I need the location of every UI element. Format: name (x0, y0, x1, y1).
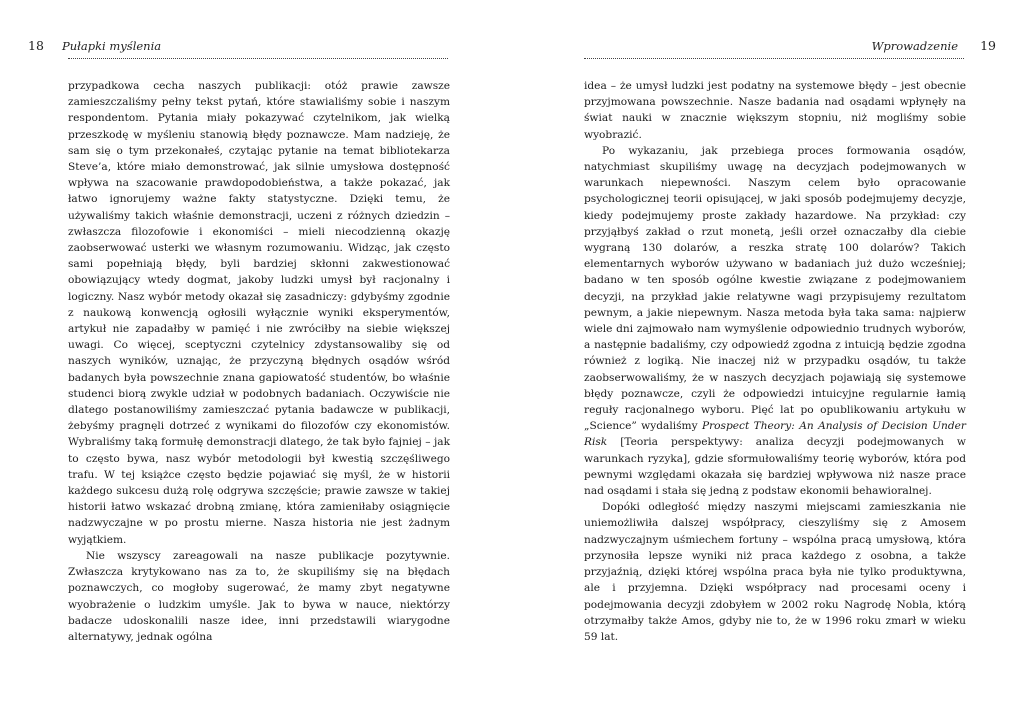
right-page-number: 19 (980, 38, 996, 53)
left-body-text (68, 78, 450, 645)
paragraph (584, 499, 966, 645)
text-run: Nie wszyscy zareagowali na nasze publikacje pozytywnie. Zwłaszcza krytykowano nas za to, że skupiliśmy się na błędach poznawczych, co mogłoby sugerować, że mamy zbyt negatywne wyobrażenie o ludzkim umyśle. Jak to bywa w nauce, niektórzy badacze udoskonalili nasze idee, inni przedstawili wiarygodne alternatywy, jednak ogólna (68, 549, 450, 643)
paragraph (68, 548, 450, 645)
right-running-title: Wprowadzenie (871, 39, 958, 53)
text-run: Po wykazaniu, jak przebiega proces formowania osądów, natychmiast skupiliśmy uwagę na decyzjach podejmowanych w warunkach niepewności. Naszym celem było opracowanie psychologicznej teorii opisującej, w jaki sposób podejmujemy decyzje, kiedy podejmujemy proste zakłady hazardowe. Na przykład: czy przyjąłbyś zakład o rzut monetą, jeśli orzeł oznaczałby dla ciebie wygraną 130 dolarów, a reszka stratę 100 dolarów? Takich elementarnych wyborów używano w badaniach już dużo wcześniej; badano w ten sposób ogólne kwestie związane z podejmowaniem decyzji, na przykład jakie relatywne wagi przypisujemy rezultatom pewnym, a jakie niepewnym. Nasza metoda była taka sama: najpierw wiele dni zajmowało nam wymyślenie odpowiednio trudnych wyborów, a następnie badaliśmy, czy odpowiedź zgodna z intuicją będzie zgodna również z logiką. Nie inaczej niż w przypadku osądów, tu także zaobserwowaliśmy, że w naszych decyzjach pojawiają się systemowe błędy poznawcze, czyli że odpowiedzi intuicyjne regularnie łamią reguły racjonalnego wyboru. Pięć lat po opublikowaniu artykułu w „Science” wydaliśmy (584, 144, 966, 433)
left-running-title: Pułapki myślenia (62, 39, 162, 53)
paragraph (584, 78, 966, 143)
text-run: Dopóki odległość między naszymi miejscami zamieszkania nie uniemożliwiła dalszej współpracy, cieszyliśmy się z Amosem nadzwyczajnym uśmiechem fortuny – wspólna pracą umysłową, która przynosiła lepsze wyniki niż praca każdego z osobna, a także przyjaźnią, dzięki której wspólna praca była nie tylko produktywna, ale i przyjemna. Dzięki współpracy nad procesami oceny i podejmowania decyzji zdobyłem w 2002 roku Nagrodę Nobla, którą otrzymałby także Amos, gdyby nie to, że w 1996 roku zmarł w wieku 59 lat. (584, 501, 966, 643)
text-run: przypadkowa cecha naszych publikacji: otóż prawie zawsze zamieszczaliśmy pełny tekst pytań, które stawialiśmy sobie i naszym respondentom. Pytania miały pokazywać czytelnikom, jak wielką przeszkodę w myśleniu stanowią błędy poznawcze. Mam nadzieję, że sam się o tym przekonałeś, czytając pytanie na temat bibliotekarza Steve’a, które miało demonstrować, jak silnie umysłowa dostępność wpływa na szacowanie prawdopodobieństwa, a także pokazać, jak łatwo ignorujemy ważne fakty statystyczne. Dzięki temu, że używaliśmy takich właśnie demonstracji, uczeni z różnych dziedzin – zwłaszcza filozofowie i ekonomiści – mieli niecodzienną okazję zaobserwować usterki we własnym rozumowaniu. Widząc, jak często sami popełniają błędy, byli bardziej skłonni zakwestionować obowiązujący wtedy dogmat, jakoby ludzki umysł był racjonalny i logiczny. Nasz wybór metody okazał się zasadniczy: gdybyśmy zgodnie z naukową konwencją ogłosili wyłącznie wyniki eksperymentów, artykuł nie zapadałby w pamięć i nie zwróciłby na siebie większej uwagi. Co więcej, sceptyczni czytelnicy zdystansowaliby się od naszych wyników, uznając, że przyczyną błędnych osądów wśród badanych była powszechnie znana gapiowatość studentów, bo właśnie studenci biorą zwykle udział w podobnych badaniach. Oczywiście nie dlatego postanowiliśmy zamieszczać pytania badawcze w publikacji, żebyśmy pragnęli dotrzeć z wynikami do filozofów czy ekonomistów. Wybraliśmy taką formułę demonstracji dlatego, że tak było fajniej – jak to często bywa, nasz wybór metodologii był kwestią szczęśliwego trafu. W tej książce często będzie pojawiać się myśl, że w historii każdego sukcesu dużą rolę odgrywa szczęście; prawie zawsze w takiej historii łatwo wskazać drobną zmianę, która zamieniłaby osiągnięcie nadzwyczajne w po prostu mierne. Nasza historia nie jest żadnym wyjątkiem. (68, 80, 450, 546)
paragraph (584, 143, 966, 499)
paragraph (68, 78, 450, 548)
right-page (512, 0, 1024, 724)
left-running-header (28, 38, 448, 58)
left-header-rule (68, 58, 448, 59)
italic-title: Prospect Theory: An Analysis of Decision Under Risk (584, 420, 966, 449)
right-body-text (584, 78, 966, 645)
left-page-number: 18 (28, 38, 44, 53)
right-running-header (556, 38, 996, 58)
right-header-rule (584, 58, 964, 59)
text-run: [Teoria perspektywy: analiza decyzji podejmowanych w warunkach ryzyka], gdzie sformułowaliśmy teorię wyborów, która pod pewnymi względami okazała się bardziej wpływowa niż nasze prace nad osądami i stała się jedną z podstaw ekonomii behawioralnej. (584, 436, 966, 498)
text-run: idea – że umysł ludzki jest podatny na systemowe błędy – jest obecnie przyjmowana powszechnie. Nasze badania nad osądami wpłynęły na świat nauki w znacznie większym stopniu, niż mogliśmy sobie wyobrazić. (584, 80, 966, 141)
